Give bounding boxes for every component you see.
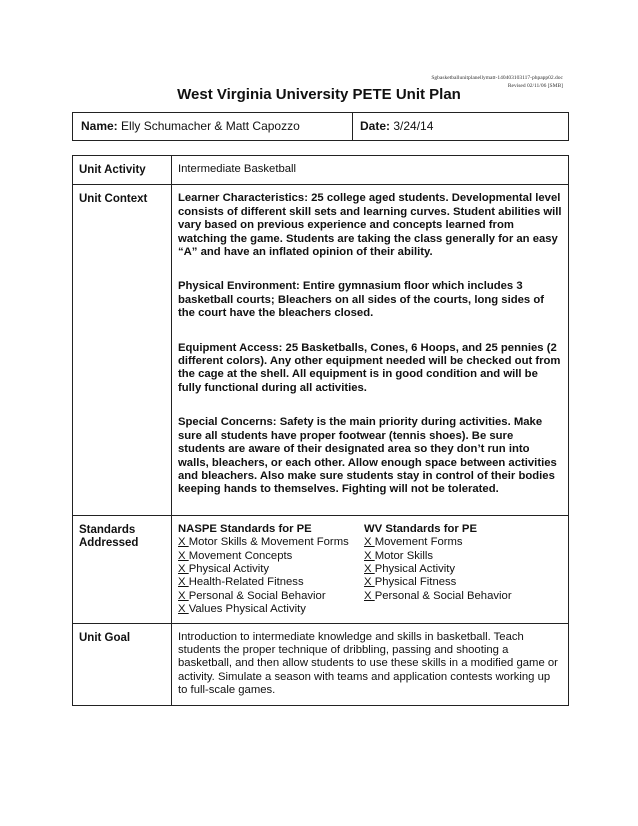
- unit-activity-value: Intermediate Basketball: [172, 156, 569, 185]
- check-mark: X: [178, 549, 189, 562]
- wv-item-text: Movement Forms: [374, 536, 463, 549]
- naspe-item-text: Health-Related Fitness: [188, 576, 304, 589]
- date-value: 3/24/14: [393, 119, 434, 133]
- wv-item-text: Physical Fitness: [374, 576, 457, 589]
- name-date-box: [72, 112, 569, 141]
- wv-item-text: Motor Skills: [374, 549, 434, 562]
- unit-plan-table: [72, 155, 569, 706]
- wv-item: [364, 536, 562, 549]
- naspe-item: [178, 536, 364, 549]
- row-standards: [73, 515, 569, 623]
- wv-item: [364, 590, 562, 603]
- wv-item: [364, 576, 562, 589]
- unit-goal-value: Introduction to intermediate knowledge and skills in basketball. Teach students the proper technique of dribbling, passing and shooting a basketball, and then allow students to use these skills in a modified game or activity. Simulate a season with teams and application contests working up to full-scale games.: [172, 623, 569, 705]
- naspe-item: [178, 576, 364, 589]
- naspe-item-text: Physical Activity: [188, 562, 270, 575]
- name-label: Name:: [81, 119, 118, 133]
- wv-item: [364, 563, 562, 576]
- revision-note: Revised 02/11/06 [SMB]: [507, 83, 563, 89]
- check-mark: X: [178, 562, 189, 575]
- unit-context-value: [172, 185, 569, 515]
- physical-environment: Physical Environment: Entire gymnasium floor which includes 3 basketball courts; Bleachers on all sides of the courts, long sides of the court have the bleachers closed.: [178, 280, 544, 320]
- check-mark: X: [364, 549, 375, 562]
- unit-goal-label: Unit Goal: [73, 623, 172, 705]
- special-concerns: Special Concerns: Safety is the main priority during activities. Make sure all students have proper footwear (tennis shoes). Be sure students are aware of their designated area so they don’t run into walls, bleachers, or each other. Allow enough space between activities and bleachers. Also make sure students stay in control of their bodies keeping hands to themselves. Fighting will not be tolerated.: [178, 416, 557, 496]
- check-mark: X: [178, 603, 189, 616]
- check-mark: X: [178, 576, 189, 589]
- check-mark: X: [178, 536, 189, 549]
- unit-context-label: Unit Context: [73, 185, 172, 515]
- standards-label: Standards Addressed: [73, 515, 172, 623]
- row-unit-goal: [73, 623, 569, 705]
- wv-item: [364, 550, 562, 563]
- check-mark: X: [364, 589, 375, 602]
- naspe-item-text: Motor Skills & Movement Forms: [188, 536, 349, 549]
- check-mark: X: [364, 576, 375, 589]
- date-cell: [353, 113, 568, 140]
- name-value: Elly Schumacher & Matt Capozzo: [121, 119, 300, 133]
- wv-item-text: Physical Activity: [374, 562, 456, 575]
- naspe-item: [178, 603, 364, 616]
- row-unit-activity: [73, 156, 569, 185]
- naspe-item-text: Values Physical Activity: [188, 603, 306, 616]
- naspe-item-text: Movement Concepts: [188, 549, 293, 562]
- naspe-item-text: Personal & Social Behavior: [188, 589, 326, 602]
- equipment-access: Equipment Access: 25 Basketballs, Cones, 6 Hoops, and 25 pennies (2 different colors). Any other equipment needed will be checked out from the cage at the shell. All equipment is in good condition and will be fully functional during all activities.: [178, 341, 561, 394]
- standards-value: [172, 515, 569, 623]
- check-mark: X: [364, 536, 375, 549]
- page-title: West Virginia University PETE Unit Plan: [177, 86, 461, 103]
- naspe-item: [178, 590, 364, 603]
- naspe-standards: [178, 523, 364, 617]
- unit-activity-label: Unit Activity: [73, 156, 172, 185]
- wv-standards: [364, 523, 562, 617]
- wv-title: WV Standards for PE: [364, 522, 477, 535]
- naspe-item: [178, 563, 364, 576]
- date-label: Date:: [360, 119, 391, 133]
- check-mark: X: [364, 562, 375, 575]
- naspe-title: NASPE Standards for PE: [178, 522, 312, 535]
- check-mark: X: [178, 589, 189, 602]
- wv-item-text: Personal & Social Behavior: [374, 589, 512, 602]
- name-cell: [73, 113, 353, 140]
- file-name: Sgbasketballunitplanellymatt-140403103117-phpapp02.doc: [431, 75, 563, 81]
- naspe-item: [178, 550, 364, 563]
- row-unit-context: [73, 185, 569, 515]
- learner-characteristics: Learner Characteristics: 25 college aged students. Developmental level consists of different skill sets and learning curves. Student abilities will vary based on previous experience and concepts learned from watching the game. Students are taking the class generally for an easy “A” and have an inflated opinion of their ability.: [178, 192, 562, 259]
